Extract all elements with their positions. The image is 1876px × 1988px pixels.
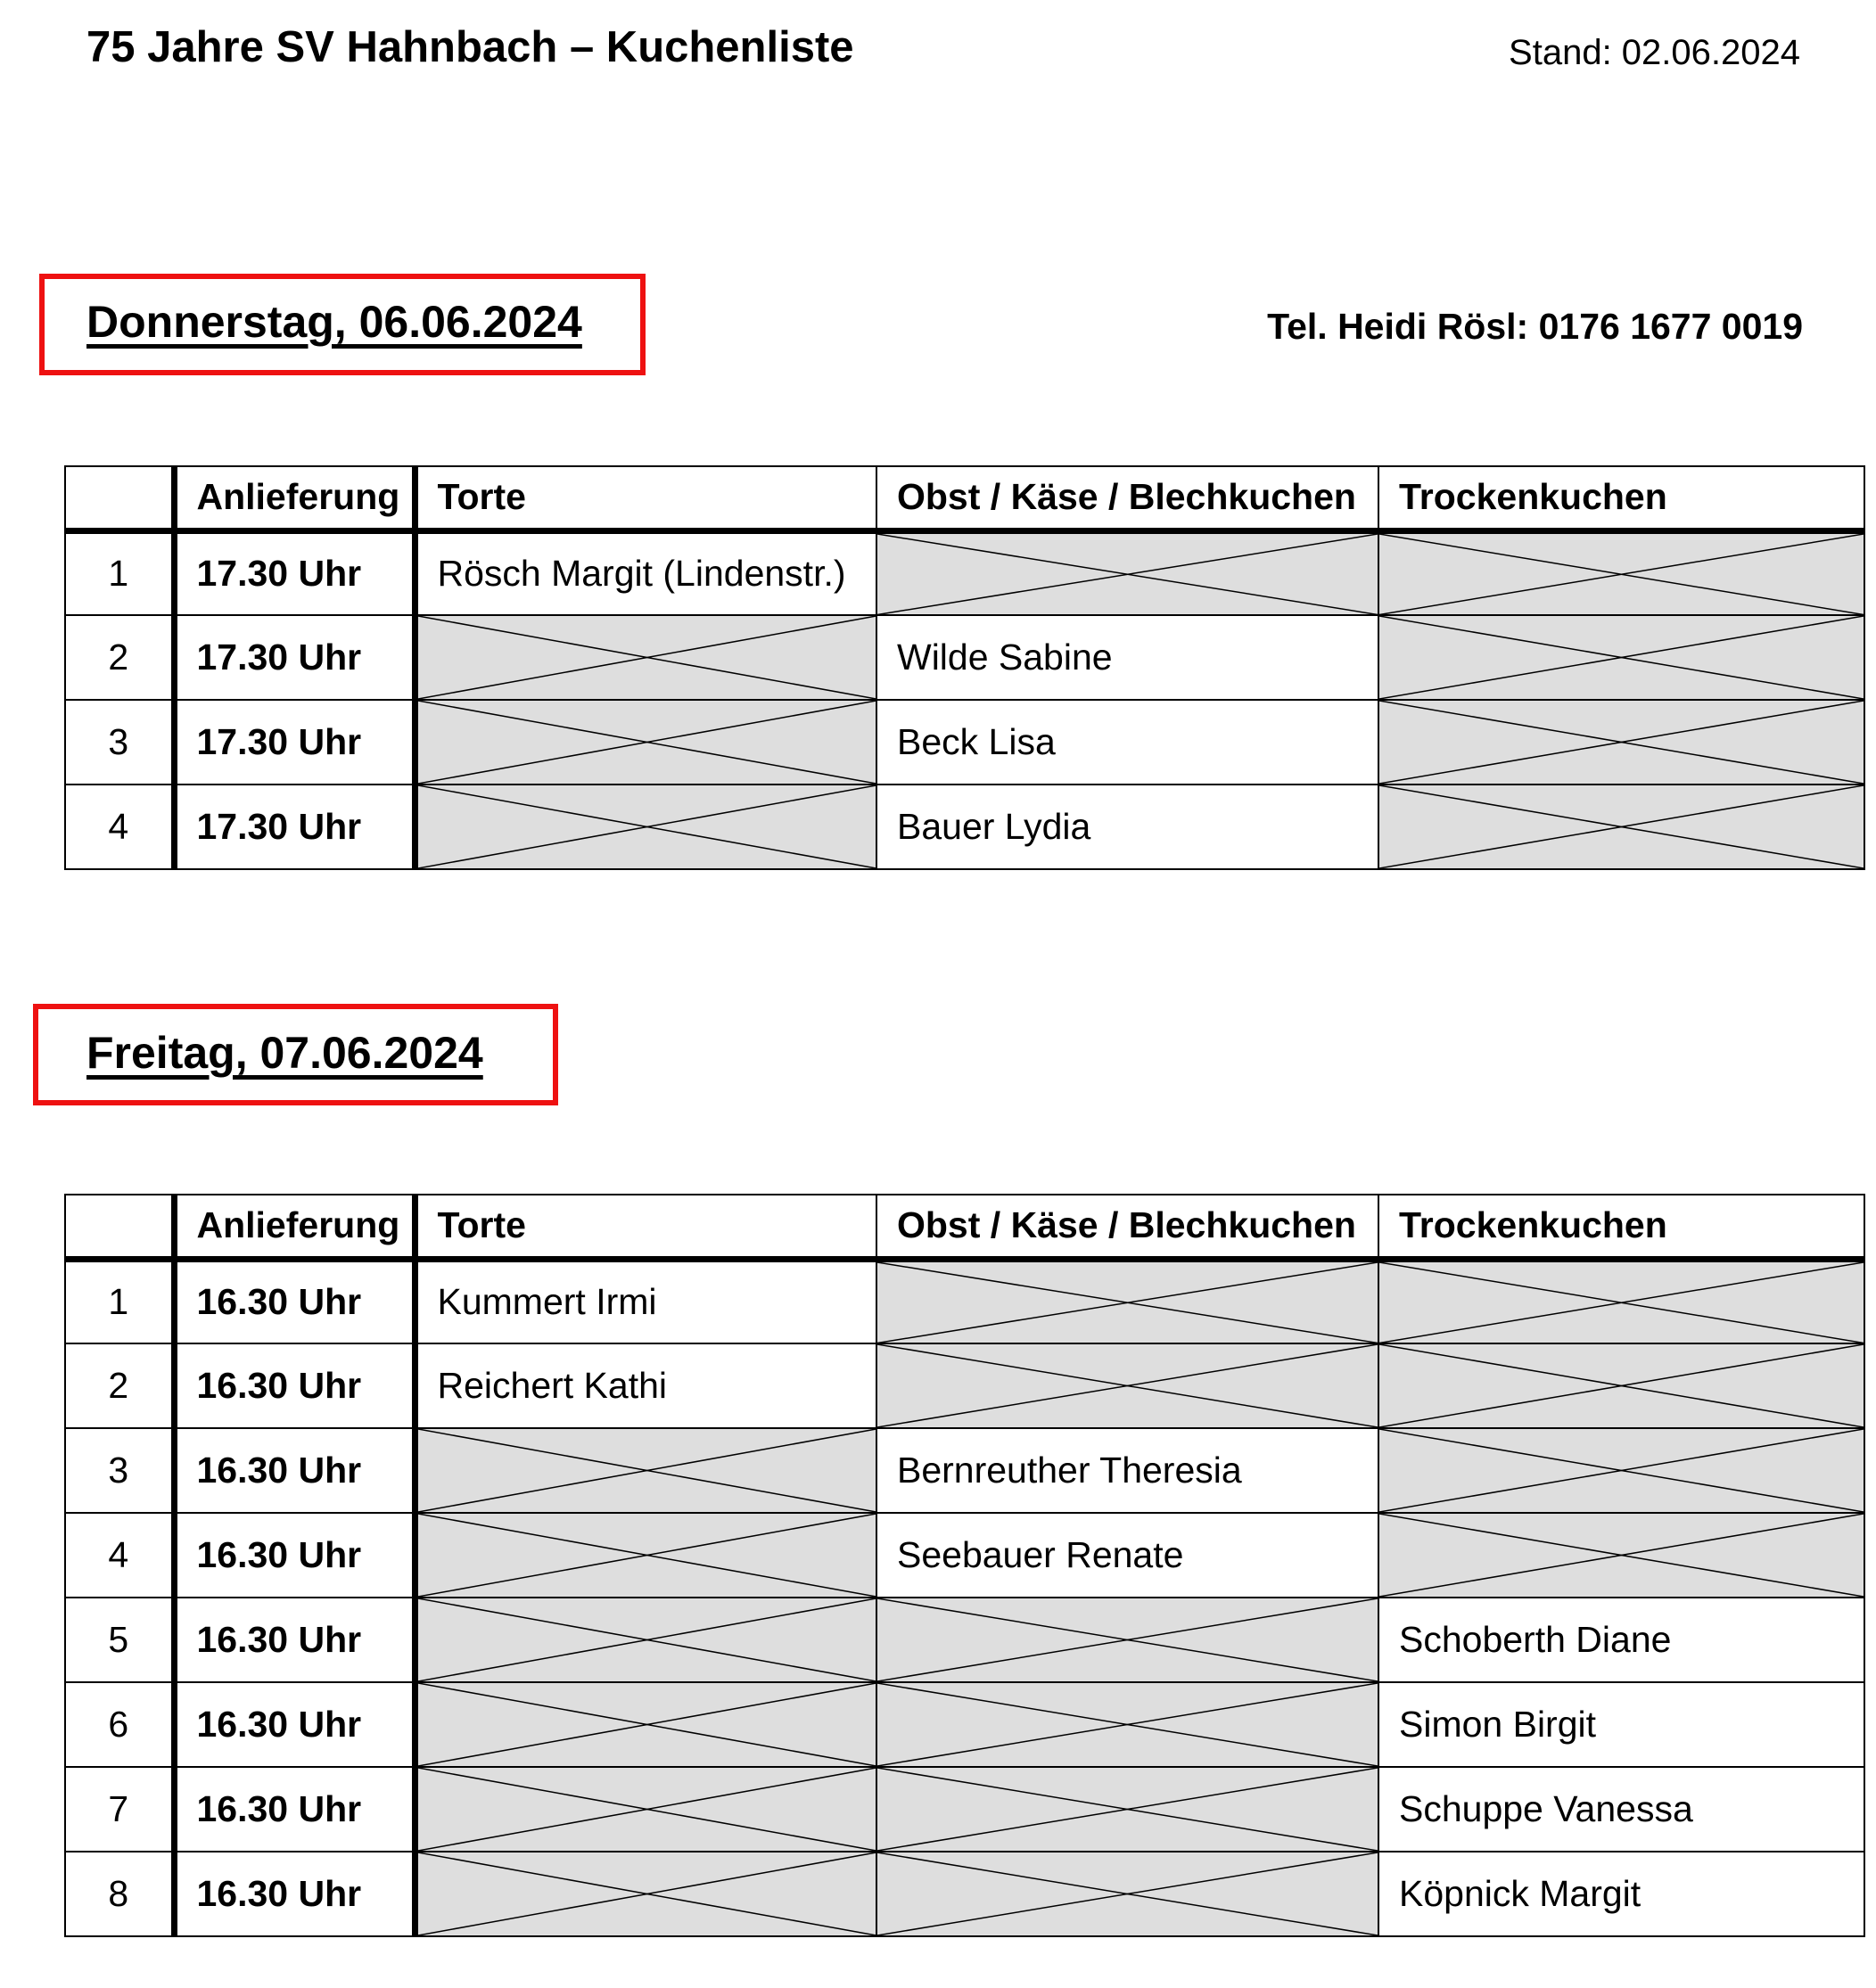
obst-cell-blocked xyxy=(876,530,1378,615)
cross-out-mark xyxy=(877,1768,1378,1851)
trockenkuchen-cell-blocked xyxy=(1378,1343,1864,1428)
cross-out-mark xyxy=(1379,534,1864,615)
cross-out-mark xyxy=(418,1768,876,1851)
cross-out-mark xyxy=(418,616,876,699)
table-header-row xyxy=(65,466,1864,530)
column-header-nr xyxy=(65,466,174,530)
cross-out-mark xyxy=(877,1344,1378,1427)
cross-out-mark xyxy=(1379,1429,1864,1512)
column-header-trockenkuchen: Trockenkuchen xyxy=(1378,1195,1864,1259)
row-number: 2 xyxy=(65,615,174,700)
torte-cell-blocked xyxy=(415,1598,876,1682)
cross-out-mark xyxy=(1379,785,1864,868)
row-number: 6 xyxy=(65,1682,174,1767)
document-title: 75 Jahre SV Hahnbach – Kuchenliste xyxy=(86,23,854,71)
torte-cell: Reichert Kathi xyxy=(415,1343,876,1428)
row-number: 1 xyxy=(65,1259,174,1343)
obst-cell-blocked xyxy=(876,1598,1378,1682)
row-number: 4 xyxy=(65,1513,174,1598)
delivery-time: 16.30 Uhr xyxy=(174,1598,415,1682)
obst-cell-blocked xyxy=(876,1259,1378,1343)
delivery-time: 16.30 Uhr xyxy=(174,1682,415,1767)
table-row xyxy=(65,1852,1864,1936)
column-header-nr xyxy=(65,1195,174,1259)
delivery-time: 16.30 Uhr xyxy=(174,1343,415,1428)
table-header-row xyxy=(65,1195,1864,1259)
torte-cell-blocked xyxy=(415,1682,876,1767)
column-header-obst: Obst / Käse / Blechkuchen xyxy=(876,466,1378,530)
cross-out-mark xyxy=(1379,616,1864,699)
row-number: 2 xyxy=(65,1343,174,1428)
delivery-time: 17.30 Uhr xyxy=(174,615,415,700)
row-number: 7 xyxy=(65,1767,174,1852)
trockenkuchen-cell-blocked xyxy=(1378,700,1864,785)
obst-cell-blocked xyxy=(876,1852,1378,1936)
torte-cell-blocked xyxy=(415,1767,876,1852)
table-row xyxy=(65,1343,1864,1428)
cross-out-mark xyxy=(877,534,1378,615)
delivery-time: 16.30 Uhr xyxy=(174,1513,415,1598)
column-header-torte: Torte xyxy=(415,466,876,530)
table-row xyxy=(65,700,1864,785)
torte-cell-blocked xyxy=(415,700,876,785)
table-row xyxy=(65,1513,1864,1598)
table-row xyxy=(65,1767,1864,1852)
delivery-time: 17.30 Uhr xyxy=(174,530,415,615)
column-header-torte: Torte xyxy=(415,1195,876,1259)
delivery-time: 16.30 Uhr xyxy=(174,1852,415,1936)
cross-out-mark xyxy=(877,1262,1378,1343)
day-1-heading: Donnerstag, 06.06.2024 xyxy=(86,297,582,347)
torte-cell-blocked xyxy=(415,1428,876,1513)
cross-out-mark xyxy=(418,1683,876,1766)
trockenkuchen-cell-blocked xyxy=(1378,615,1864,700)
row-number: 4 xyxy=(65,785,174,869)
cross-out-mark xyxy=(418,785,876,868)
trockenkuchen-cell-blocked xyxy=(1378,1428,1864,1513)
column-header-obst: Obst / Käse / Blechkuchen xyxy=(876,1195,1378,1259)
obst-cell: Seebauer Renate xyxy=(876,1513,1378,1598)
trockenkuchen-cell: Simon Birgit xyxy=(1378,1682,1864,1767)
delivery-time: 17.30 Uhr xyxy=(174,700,415,785)
obst-cell-blocked xyxy=(876,1767,1378,1852)
column-header-trockenkuchen: Trockenkuchen xyxy=(1378,466,1864,530)
trockenkuchen-cell-blocked xyxy=(1378,1259,1864,1343)
obst-cell-blocked xyxy=(876,1682,1378,1767)
row-number: 8 xyxy=(65,1852,174,1936)
trockenkuchen-cell: Schuppe Vanessa xyxy=(1378,1767,1864,1852)
obst-cell: Beck Lisa xyxy=(876,700,1378,785)
table-row xyxy=(65,785,1864,869)
delivery-time: 17.30 Uhr xyxy=(174,785,415,869)
delivery-time: 16.30 Uhr xyxy=(174,1767,415,1852)
trockenkuchen-cell: Köpnick Margit xyxy=(1378,1852,1864,1936)
cross-out-mark xyxy=(1379,1262,1864,1343)
torte-cell-blocked xyxy=(415,615,876,700)
cross-out-mark xyxy=(418,1598,876,1681)
cross-out-mark xyxy=(877,1683,1378,1766)
row-number: 1 xyxy=(65,530,174,615)
trockenkuchen-cell-blocked xyxy=(1378,530,1864,615)
stand-date: Stand: 02.06.2024 xyxy=(1509,33,1800,72)
table-row xyxy=(65,1259,1864,1343)
delivery-time: 16.30 Uhr xyxy=(174,1428,415,1513)
trockenkuchen-cell-blocked xyxy=(1378,1513,1864,1598)
cross-out-mark xyxy=(418,1429,876,1512)
column-header-anlieferung: Anlieferung xyxy=(174,466,415,530)
row-number: 3 xyxy=(65,1428,174,1513)
trockenkuchen-cell: Schoberth Diane xyxy=(1378,1598,1864,1682)
torte-cell: Kummert Irmi xyxy=(415,1259,876,1343)
day-1-table xyxy=(64,465,1865,870)
day-2-table xyxy=(64,1194,1865,1937)
cross-out-mark xyxy=(418,1852,876,1935)
row-number: 5 xyxy=(65,1598,174,1682)
torte-cell-blocked xyxy=(415,1513,876,1598)
column-header-anlieferung: Anlieferung xyxy=(174,1195,415,1259)
trockenkuchen-cell-blocked xyxy=(1378,785,1864,869)
delivery-time: 16.30 Uhr xyxy=(174,1259,415,1343)
contact-phone: Tel. Heidi Rösl: 0176 1677 0019 xyxy=(1267,306,1803,347)
cross-out-mark xyxy=(418,1514,876,1597)
table-row xyxy=(65,615,1864,700)
obst-cell: Bauer Lydia xyxy=(876,785,1378,869)
obst-cell-blocked xyxy=(876,1343,1378,1428)
table-row xyxy=(65,1682,1864,1767)
cross-out-mark xyxy=(418,701,876,784)
torte-cell-blocked xyxy=(415,1852,876,1936)
cross-out-mark xyxy=(877,1852,1378,1935)
cross-out-mark xyxy=(877,1598,1378,1681)
cross-out-mark xyxy=(1379,1344,1864,1427)
table-row xyxy=(65,1598,1864,1682)
row-number: 3 xyxy=(65,700,174,785)
cross-out-mark xyxy=(1379,1514,1864,1597)
table-row xyxy=(65,1428,1864,1513)
torte-cell: Rösch Margit (Lindenstr.) xyxy=(415,530,876,615)
day-2-heading: Freitag, 07.06.2024 xyxy=(86,1028,483,1078)
obst-cell: Wilde Sabine xyxy=(876,615,1378,700)
table-row xyxy=(65,530,1864,615)
torte-cell-blocked xyxy=(415,785,876,869)
obst-cell: Bernreuther Theresia xyxy=(876,1428,1378,1513)
cross-out-mark xyxy=(1379,701,1864,784)
